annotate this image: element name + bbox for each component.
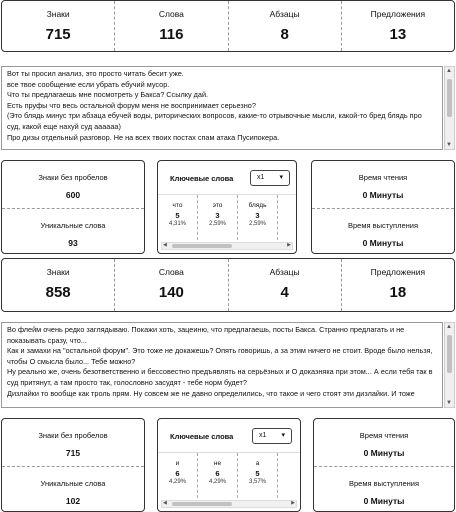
keyword-word: блядь [248, 202, 267, 209]
card-value: 102 [65, 496, 81, 506]
stat-label: Предложения [370, 267, 426, 277]
card-label: Знаки без пробелов [38, 431, 108, 440]
keyword-item [198, 195, 238, 240]
card-value: 600 [65, 190, 81, 200]
keywords-card [157, 160, 297, 254]
stat-label: Знаки [46, 9, 70, 19]
card-value: 93 [68, 238, 78, 248]
stat-value: 8 [280, 26, 289, 43]
text-line: Есть пруфы что весь остальной форум меня не воспринимает серьезно? [7, 100, 256, 110]
stat-words [115, 1, 228, 51]
card-label: Уникальные слова [40, 221, 106, 230]
stat-label: Абзацы [269, 267, 300, 277]
keyword-word: что [172, 202, 183, 209]
card-label: Время чтения [358, 173, 408, 182]
stat-label: Предложения [370, 9, 426, 19]
unique-words [2, 466, 144, 512]
stat-value: 858 [45, 284, 71, 301]
keyword-word: не [213, 460, 222, 467]
scroll-up-arrow-icon[interactable]: ▲ [446, 324, 452, 330]
select-value: x1 [259, 432, 267, 439]
card-label: Уникальные слова [40, 479, 106, 488]
scroll-thumb[interactable] [447, 79, 452, 117]
text-line: (Это блядь минус три абзаца ебучей воды, риторических вопросов, какие-то отрывочные мысли, какой-то бред блядь про суд, какой еще нахуй суд аааааа) [7, 111, 422, 131]
keyword-multiplier-select[interactable] [250, 170, 290, 186]
reading-time [312, 161, 454, 208]
text-line: Ну реально же, очень безответственно и бессовестно предъявлять на серьёзных и О доказняка при этом... А если тебя так в суд притянут, а там просто так, голословно засудят - тебе норм будет? [7, 367, 433, 387]
keyword-count: 5 [175, 211, 180, 220]
keyword-item [158, 195, 198, 240]
stat-paragraphs [229, 1, 342, 51]
card-value: 0 Минуты [362, 238, 404, 248]
scroll-thumb[interactable] [172, 502, 232, 506]
scroll-down-arrow-icon[interactable]: ▼ [446, 142, 452, 148]
keyword-item [158, 453, 198, 498]
scroll-thumb[interactable] [447, 335, 452, 373]
text-line: Дизлайки то вообще как троль прям. Ну совсем же не давно определились, что такое и чего стоят эти дизлайки. И тоже [7, 388, 415, 398]
keyword-word: и [175, 460, 180, 467]
speaking-time [314, 466, 454, 512]
text-line: Про дизы отдельный разговор. Не на всех твоих постах спам атака Пусипокера. [7, 132, 280, 142]
scroll-left-arrow-icon[interactable]: ◀ [163, 500, 167, 506]
stat-value: 13 [389, 26, 407, 43]
speaking-time [312, 208, 454, 255]
card-value: 0 Минуты [363, 448, 405, 458]
stat-sentences [342, 1, 454, 51]
keyword-item [198, 453, 238, 498]
stat-characters [2, 1, 115, 51]
keywords-list [158, 452, 300, 498]
stat-value: 140 [158, 284, 184, 301]
keyword-percent: 4,29% [168, 479, 186, 485]
chars-no-spaces [2, 419, 144, 466]
char-stats-card [1, 160, 145, 254]
keywords-header [158, 419, 300, 452]
keyword-count: 3 [255, 211, 260, 220]
text-line: все твое сообщение если убрать ебучий мусор. [7, 79, 170, 89]
keyword-count: 3 [215, 211, 220, 220]
card-label: Знаки без пробелов [38, 173, 108, 182]
chevron-down-icon: ▾ [281, 432, 285, 439]
keyword-count: 6 [215, 469, 220, 478]
vertical-scrollbar[interactable] [444, 66, 455, 150]
text-line: Во флейм очень редко заглядываю. Покажи хоть, зацеиню, что предлагаешь, посты Бакса. Странно предлагать и не показывать сразу, что... [7, 325, 405, 345]
time-stats-card [313, 418, 455, 512]
keywords-header [158, 161, 296, 194]
char-stats-card [1, 418, 145, 512]
text-line: Что ты предлагаешь мне посмотреть у Бакса? Ссылку дай. [7, 90, 209, 100]
keywords-card [157, 418, 301, 512]
scroll-thumb[interactable] [172, 244, 232, 248]
keyword-word: а [255, 460, 260, 467]
keyword-percent: 4,31% [168, 221, 186, 227]
keywords-title: Ключевые слова [170, 174, 234, 183]
text-line: Вот ты просил анализ, это просто читать бесит уже. [7, 69, 184, 78]
scroll-left-arrow-icon[interactable]: ◀ [163, 242, 167, 248]
chars-no-spaces [2, 161, 144, 208]
keywords-title: Ключевые слова [170, 432, 234, 441]
card-label: Время чтения [359, 431, 409, 440]
reading-time [314, 419, 454, 466]
scroll-up-arrow-icon[interactable]: ▲ [446, 68, 452, 74]
stat-words [115, 259, 228, 311]
time-stats-card [311, 160, 455, 254]
keyword-percent: 3,57% [248, 479, 266, 485]
horizontal-scrollbar[interactable] [161, 500, 297, 508]
keyword-count: 5 [255, 469, 260, 478]
stats-bar [1, 0, 455, 52]
chevron-down-icon: ▾ [279, 174, 283, 181]
stats-bar [1, 258, 455, 312]
card-label: Время выступления [348, 479, 420, 488]
stat-value: 715 [45, 26, 71, 43]
keyword-multiplier-select[interactable] [252, 428, 292, 444]
keywords-list [158, 194, 296, 240]
unique-words [2, 208, 144, 255]
stat-label: Абзацы [269, 9, 300, 19]
scroll-right-arrow-icon[interactable]: ▶ [287, 242, 291, 248]
select-value: x1 [257, 174, 265, 181]
scroll-right-arrow-icon[interactable]: ▶ [291, 500, 295, 506]
scroll-down-arrow-icon[interactable]: ▼ [446, 400, 452, 406]
keyword-percent: 2,59% [208, 221, 226, 227]
stat-sentences [342, 259, 454, 311]
keyword-item [238, 453, 278, 498]
stat-value: 116 [159, 26, 184, 43]
stat-label: Знаки [46, 267, 70, 277]
keyword-count: 6 [175, 469, 180, 478]
stat-characters [2, 259, 115, 311]
stat-label: Слова [158, 9, 184, 19]
stat-value: 4 [280, 284, 289, 301]
text-line: Как и замахи на "остальной форум". Это тоже не докажешь? Опять говоришь, а за этим ничего не стоит. Вроде было нельзя, чтобы О смысла было... Тебе можно? [7, 346, 433, 366]
stat-paragraphs [229, 259, 342, 311]
card-label: Время выступления [347, 221, 419, 230]
card-value: 0 Минуты [363, 496, 405, 506]
stat-label: Слова [158, 267, 184, 277]
horizontal-scrollbar[interactable] [161, 242, 293, 250]
card-value: 0 Минуты [362, 190, 404, 200]
keyword-item [238, 195, 278, 240]
text-input-area[interactable] [1, 322, 443, 408]
text-input-area[interactable] [1, 66, 443, 150]
keyword-percent: 4,29% [208, 479, 226, 485]
vertical-scrollbar[interactable] [444, 322, 455, 408]
keyword-word: это [212, 202, 223, 209]
stat-value: 18 [389, 284, 407, 301]
card-value: 715 [65, 448, 81, 458]
keyword-percent: 2,59% [248, 221, 266, 227]
